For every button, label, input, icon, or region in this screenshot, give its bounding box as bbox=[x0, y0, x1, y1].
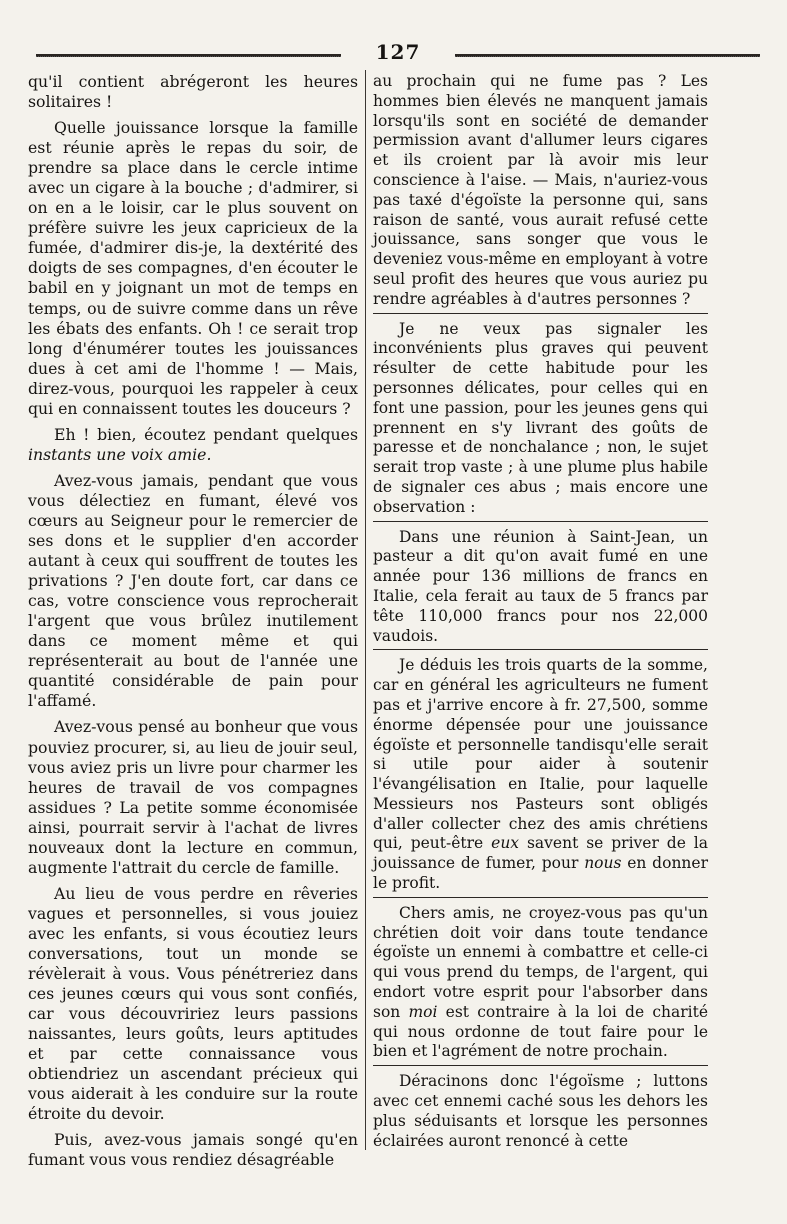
paragraph bbox=[28, 425, 358, 465]
paragraph-text: Je ne veux pas signaler les inconvénients plus graves qui peuvent résulter de cette habitude pour les personnes délicates, pour celles qui en font une passion, pour les jeunes gens qui prennent en s'y livrant des goûts de paresse et de nonchalance ; non, le sujet serait trop vaste ; à une plume plus habile de signaler ces abus ; mais encore une observation : bbox=[373, 319, 708, 516]
paragraph-text: est contraire à la loi de charité qui nous ordonne de tout faire pour le bien et l'agrément de notre prochain. bbox=[373, 1002, 708, 1061]
header-rule-right bbox=[455, 54, 760, 57]
paragraph-text: Puis, avez-vous jamais songé qu'en fumant vous vous rendiez désagréable bbox=[28, 1130, 358, 1170]
paragraph-text: Eh ! bien, écoutez pendant quelques bbox=[54, 424, 358, 444]
paragraph bbox=[373, 1072, 708, 1151]
paragraph bbox=[28, 884, 358, 1125]
page-number: 127 bbox=[375, 40, 421, 64]
paragraph bbox=[28, 471, 358, 712]
paragraph bbox=[373, 904, 708, 1066]
paragraph bbox=[28, 717, 358, 877]
paragraph-text: qu'il contient abrégeront les heures solitaires ! bbox=[28, 72, 358, 112]
paragraph bbox=[373, 320, 708, 522]
paragraph bbox=[373, 656, 708, 898]
left-column bbox=[28, 72, 358, 1176]
paragraph bbox=[28, 118, 358, 419]
italic-text: moi bbox=[408, 1002, 438, 1021]
paragraph-text: en donner le profit. bbox=[373, 854, 708, 893]
paragraph-text: au prochain qui ne fume pas ? Les hommes bien élevés ne manquent jamais lorsqu'ils sont en société de demander permission avant d'allumer leurs cigares et ils croient par là avoir mis leur conscience à l'aise. — Mais, n'auriez-vous pas taxé d'égoïste la personne qui, sans raison de santé, vous aurait refusé cette jouissance, sans songer que vous le deveniez vous-même en employant à votre seul profit des heures que vous auriez pu rendre agréables à d'autres personnes ? bbox=[373, 72, 708, 308]
column-divider bbox=[365, 70, 366, 1150]
paragraph-text: Quelle jouissance lorsque la famille est réunie après le repas du soir, de prendre sa place dans le cercle intime avec un cigare à la bouche ; d'admirer, si on en a le loisir, car le plus souvent on préfère suivre les jeux capricieux de la fumée, d'admirer dis-je, la dextérité des doigts de ses compagnes, d'en écouter le babil en y joignant un mot de temps en temps, ou de suivre comme dans un rêve les ébats des enfants. Oh ! ce serait trop long d'énumérer toutes les jouissances dues à cet ami de l'homme ! — Mais, direz-vous, pourquoi les rappeler à ceux qui en connaissent toutes les douceurs ? bbox=[28, 118, 358, 418]
page-header bbox=[36, 40, 760, 68]
paragraph-text: Chers amis, ne croyez-vous pas qu'un chrétien doit voir dans toute tendance égoïste un ennemi à combattre et celle-ci qui vous prend du temps, de l'argent, qui endort votre esprit pour l'absorber dans son bbox=[373, 903, 708, 1021]
paragraph-text: Avez-vous pensé au bonheur que vous pouviez procurer, si, au lieu de jouir seul, vous aviez pris un livre pour charmer les heures de travail de vos compagnes assidues ? La petite somme économisée ainsi, pourrait servir à l'achat de livres nouveaux dont la lecture en commun, augmente l'attrait du cercle de famille. bbox=[28, 717, 358, 877]
italic-text: nous bbox=[584, 854, 622, 873]
right-column bbox=[373, 72, 708, 1157]
paragraph-text: Déracinons donc l'égoïsme ; luttons avec cet ennemi caché sous les dehors les plus séduisants et lorsque les personnes éclairées auront renoncé à cette bbox=[373, 1072, 708, 1150]
italic-text: instants une voix amie. bbox=[28, 444, 212, 464]
paragraph bbox=[373, 528, 708, 651]
paragraph bbox=[28, 1130, 358, 1170]
paragraph-text: savent se priver de la jouissance de fumer, pour bbox=[373, 834, 708, 873]
paragraph bbox=[373, 72, 708, 314]
paragraph-text: Au lieu de vous perdre en rêveries vagues et personnelles, si vous jouiez avec les enfants, si vous écoutiez leurs conversations, tout un monde se révèlerait à vous. Vous pénétreriez dans ces jeunes cœurs qui vous sont confiés, car vous découvririez leurs passions naissantes, leurs goûts, leurs aptitudes et par cette connaissance vous obtiendriez un ascendant précieux qui vous aiderait à les conduire sur la route étroite du devoir. bbox=[28, 883, 358, 1124]
italic-text: eux bbox=[491, 834, 520, 853]
paragraph-text: Dans une réunion à Saint-Jean, un pasteur a dit qu'on avait fumé en une année pour 136 millions de francs en Italie, cela ferait au taux de 5 francs par tête 110,000 francs pour nos 22,000 vaudois. bbox=[373, 527, 708, 645]
paragraph-text: Je déduis les trois quarts de la somme, car en général les agriculteurs ne fument pas et j'arrive encore à fr. 27,500, somme énorme dépensée pour une jouissance égoïste et personnelle tandisqu'elle serait si utile pour aider à soutenir l'évangélisation en Italie, pour laquelle Messieurs nos Pasteurs sont obligés d'aller collecter chez des amis chrétiens qui, peut-être bbox=[373, 656, 708, 853]
paragraph bbox=[28, 72, 358, 112]
paragraph-text: Avez-vous jamais, pendant que vous vous délectiez en fumant, élevé vos cœurs au Seigneur pour le remercier de ses dons et le supplier d'en accorder autant à ceux qui souffrent de toutes les privations ? J'en doute fort, car dans ce cas, votre conscience vous reprocherait l'argent que vous brûlez inutilement dans ce moment même et qui représenterait au bout de l'année une quantité considérable de pain pour l'affamé. bbox=[28, 470, 358, 711]
